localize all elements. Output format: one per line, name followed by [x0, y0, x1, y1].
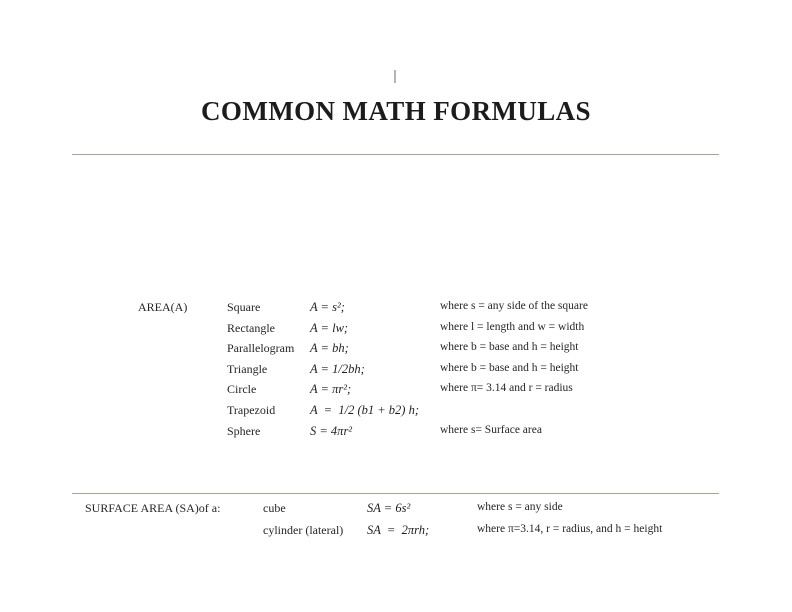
formula-text: SA = 2πrh; — [367, 523, 430, 537]
where-clause: where l = length and w = width — [440, 320, 585, 333]
where-clause: where b = base and h = height — [440, 361, 579, 374]
shape-label: Sphere — [227, 423, 261, 438]
where-clause: where π=3.14, r = radius, and h = height — [477, 523, 663, 535]
formula-text: A = 1/2 (b1 + b2) h; — [310, 402, 419, 417]
horizontal-rule-bottom — [72, 493, 719, 494]
formula-text: S = 4πr² — [310, 423, 353, 438]
horizontal-rule-top — [72, 154, 719, 155]
formula-text: A = πr²; — [310, 382, 352, 397]
formula-text: A = lw; — [310, 320, 349, 335]
page-title: COMMON MATH FORMULAS — [201, 96, 591, 126]
formula-text: A = s²; — [310, 300, 345, 314]
shape-label: Triangle — [227, 361, 268, 376]
shape-label: Trapezoid — [227, 402, 276, 417]
area-formulas-table — [138, 300, 588, 444]
shape-label: Rectangle — [227, 320, 275, 335]
section-heading: SURFACE AREA (SA)of a: — [85, 501, 221, 515]
where-clause: where b = base and h = height — [440, 341, 579, 354]
formula-text: SA = 6s² — [367, 501, 411, 515]
shape-label: Square — [227, 300, 261, 314]
shape-label: Circle — [227, 382, 257, 397]
where-clause: where s= Surface area — [440, 423, 542, 436]
shape-label: cube — [263, 501, 286, 515]
text-cursor — [394, 70, 396, 83]
where-clause: where s = any side of the square — [440, 300, 588, 312]
shape-label: cylinder (lateral) — [263, 523, 344, 537]
formula-text: A = 1/2bh; — [310, 361, 365, 376]
section-heading: AREA(A) — [138, 300, 188, 314]
formula-text: A = bh; — [310, 341, 349, 356]
where-clause: where π= 3.14 and r = radius — [440, 382, 573, 395]
where-clause: where s = any side — [477, 501, 563, 513]
shape-label: Parallelogram — [227, 341, 295, 356]
surface-area-formulas-table — [85, 501, 662, 545]
